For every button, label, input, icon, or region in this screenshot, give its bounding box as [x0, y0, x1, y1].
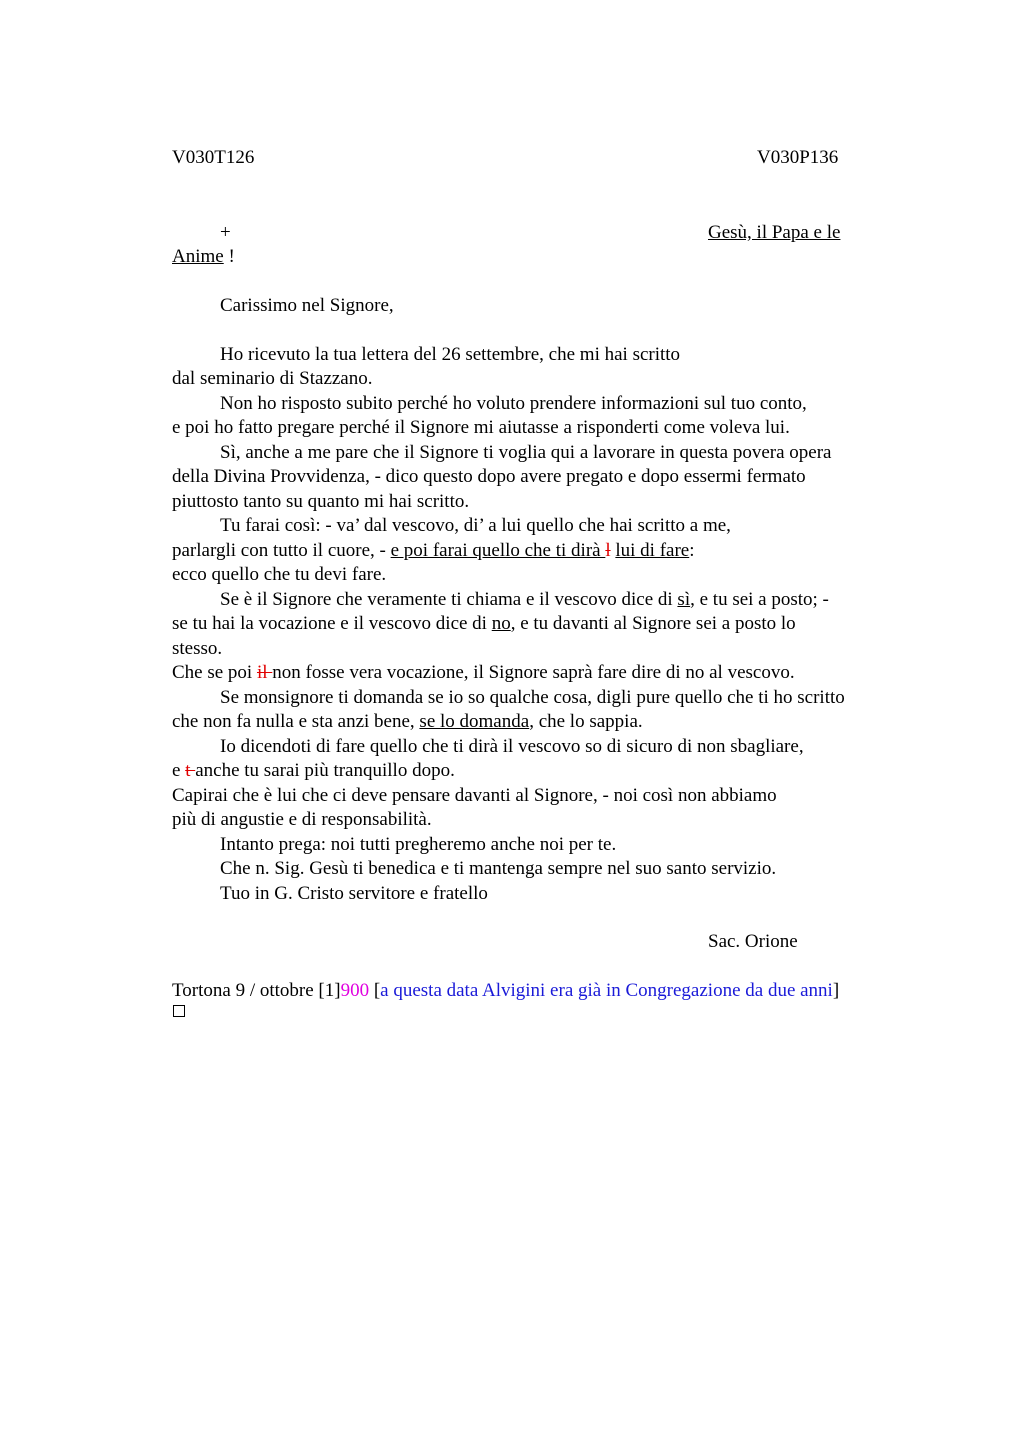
document-code-left: V030T126 [172, 147, 255, 168]
body-line: ecco quello che tu devi fare. [172, 564, 387, 585]
text-span: Che se poi [172, 662, 257, 683]
text-span: : [689, 540, 695, 561]
motto-part-1: Gesù, il Papa e le [708, 222, 841, 243]
text-span: anche tu sarai più tranquillo dopo. [195, 760, 455, 781]
underlined-text: se lo domanda [419, 711, 530, 732]
motto-end: ! [223, 246, 235, 267]
body-line [172, 612, 796, 637]
body-line: Intanto prega: noi tutti pregheremo anche noi per te. [220, 834, 617, 855]
cross-symbol: + [220, 222, 231, 243]
body-line: e poi ho fatto pregare perché il Signore mi aiutasse a risponderti come voleva lui. [172, 417, 790, 438]
text-span: parlargli con tutto il cuore, - [172, 540, 391, 561]
deleted-text: t [185, 760, 196, 781]
body-line [172, 759, 455, 784]
salutation: Carissimo nel Signore, [220, 295, 394, 316]
body-line: più di angustie e di responsabilità. [172, 809, 432, 830]
text-span: non fosse vera vocazione, il Signore saprà fare dire di no al vescovo. [272, 662, 795, 683]
body-line [220, 588, 829, 613]
body-line: Se monsignore ti domanda se io so qualche cosa, digli pure quello che ti ho scritto [220, 687, 845, 708]
editorial-year: 900 [340, 980, 370, 1001]
closing-line: Tuo in G. Cristo servitore e fratello [220, 883, 488, 904]
note-close: ] [832, 980, 840, 1001]
motto-part-2: Anime [172, 246, 224, 267]
body-line [172, 661, 795, 686]
body-line: dal seminario di Stazzano. [172, 368, 373, 389]
body-line: Capirai che è lui che ci deve pensare davanti al Signore, - noi così non abbiamo [172, 785, 777, 806]
body-line: piuttosto tanto su quanto mi hai scritto. [172, 491, 470, 512]
note-open: [ [369, 980, 381, 1001]
editorial-note: a questa data Alvigini era già in Congregazione da due anni [380, 980, 833, 1001]
empty-square-icon [173, 1005, 185, 1017]
body-line: Sì, anche a me pare che il Signore ti voglia qui a lavorare in questa povera opera [220, 442, 832, 463]
signature: Sac. Orione [708, 931, 798, 952]
body-line [172, 539, 695, 564]
body-line: Io dicendoti di fare quello che ti dirà il vescovo so di sicuro di non sbagliare, [220, 736, 804, 757]
body-line: stesso. [172, 638, 223, 659]
text-span: se tu hai la vocazione e il vescovo dice di [172, 613, 492, 634]
text-span: , che lo sappia. [529, 711, 643, 732]
text-span: Se è il Signore che veramente ti chiama e il vescovo dice di [220, 589, 678, 610]
text-span: e [172, 760, 186, 781]
deleted-text: il [256, 662, 273, 683]
place-date: Tortona 9 / ottobre [1] [172, 980, 341, 1001]
body-line: della Divina Provvidenza, - dico questo dopo avere pregato e dopo essermi fermato [172, 466, 806, 487]
document-code-right: V030P136 [757, 147, 839, 168]
underlined-text: sì [677, 589, 691, 610]
body-line [172, 710, 643, 735]
dateline [172, 979, 839, 1004]
text-span: che non fa nulla e sta anzi bene, [172, 711, 420, 732]
body-line: Che n. Sig. Gesù ti benedica e ti mantenga sempre nel suo santo servizio. [220, 858, 777, 879]
underlined-text: e poi farai quello che ti dirà [390, 540, 606, 561]
text-span: , e tu davanti al Signore sei a posto lo [510, 613, 796, 634]
text-span: , e tu sei a posto; - [690, 589, 829, 610]
deleted-text: l [605, 540, 611, 561]
body-line: Tu farai così: - va’ dal vescovo, di’ a lui quello che hai scritto a me, [220, 515, 731, 536]
underlined-text: lui di fare [615, 540, 690, 561]
underlined-text: no [491, 613, 511, 634]
motto-line-2 [172, 245, 235, 270]
body-line: Non ho risposto subito perché ho voluto prendere informazioni sul tuo conto, [220, 393, 807, 414]
body-line: Ho ricevuto la tua lettera del 26 settembre, che mi hai scritto [220, 344, 681, 365]
motto-line-1 [708, 221, 840, 246]
